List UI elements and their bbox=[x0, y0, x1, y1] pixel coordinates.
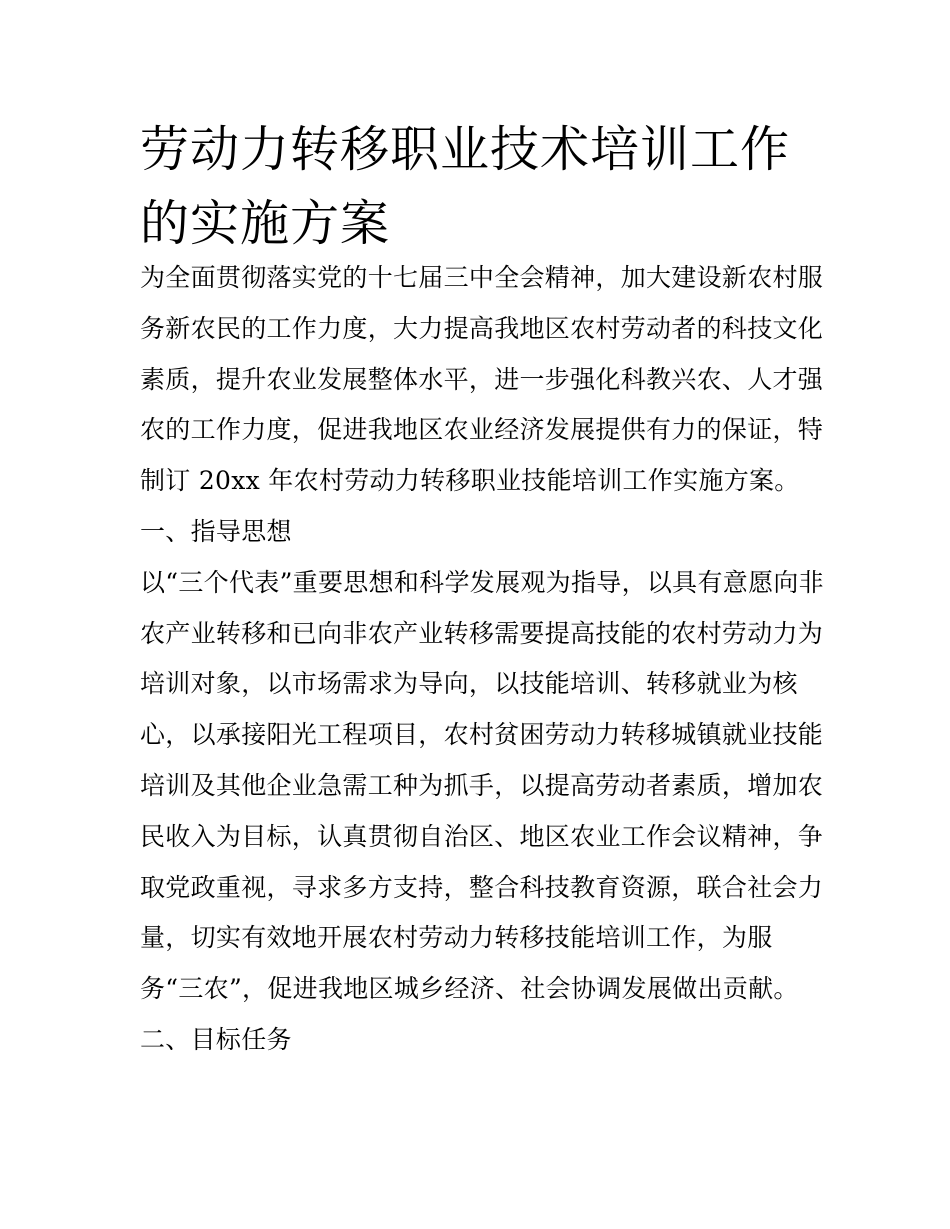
paragraph-line: 以“三个代表”重要思想和科学发展观为指导，以具有意愿向非 bbox=[140, 567, 824, 597]
paragraph-line: 务“三农”，促进我地区城乡经济、社会协调发展做出贡献。 bbox=[140, 974, 799, 1004]
title-line: 的实施方案 bbox=[140, 195, 391, 252]
paragraph-line: 心，以承接阳光工程项目，农村贫困劳动力转移城镇就业技能 bbox=[140, 720, 824, 750]
title-line: 劳动力转移职业技术培训工作 bbox=[140, 121, 791, 178]
paragraph-line: 量，切实有效地开展农村劳动力转移技能培训工作，为服 bbox=[140, 923, 773, 953]
paragraph-line: 农产业转移和已向非农产业转移需要提高技能的农村劳动力为 bbox=[140, 618, 824, 648]
paragraph-line: 素质，提升农业发展整体水平，进一步强化科教兴农、人才强 bbox=[140, 364, 824, 394]
section-heading-goals-tasks: 二、目标任务 bbox=[140, 1024, 292, 1054]
paragraph-line: 培训对象，以市场需求为导向，以技能培训、转移就业为核 bbox=[140, 669, 798, 699]
section-heading-guiding-ideology: 一、指导思想 bbox=[140, 516, 292, 546]
paragraph-line: 制订 20xx 年农村劳动力转移职业技能培训工作实施方案。 bbox=[140, 466, 800, 496]
paragraph-line: 为全面贯彻落实党的十七届三中全会精神，加大建设新农村服 bbox=[140, 263, 824, 292]
paragraph-line: 培训及其他企业急需工种为抓手，以提高劳动者素质，增加农 bbox=[140, 770, 824, 800]
document-title bbox=[140, 113, 820, 261]
document-body bbox=[140, 253, 824, 1066]
paragraph-line: 民收入为目标，认真贯彻自治区、地区农业工作会议精神，争 bbox=[140, 821, 824, 851]
paragraph-line: 农的工作力度，促进我地区农业经济发展提供有力的保证，特 bbox=[140, 415, 824, 445]
paragraph-line: 务新农民的工作力度，大力提高我地区农村劳动者的科技文化 bbox=[140, 313, 824, 343]
paragraph-line: 取党政重视，寻求多方支持，整合科技教育资源，联合社会力 bbox=[140, 872, 824, 902]
